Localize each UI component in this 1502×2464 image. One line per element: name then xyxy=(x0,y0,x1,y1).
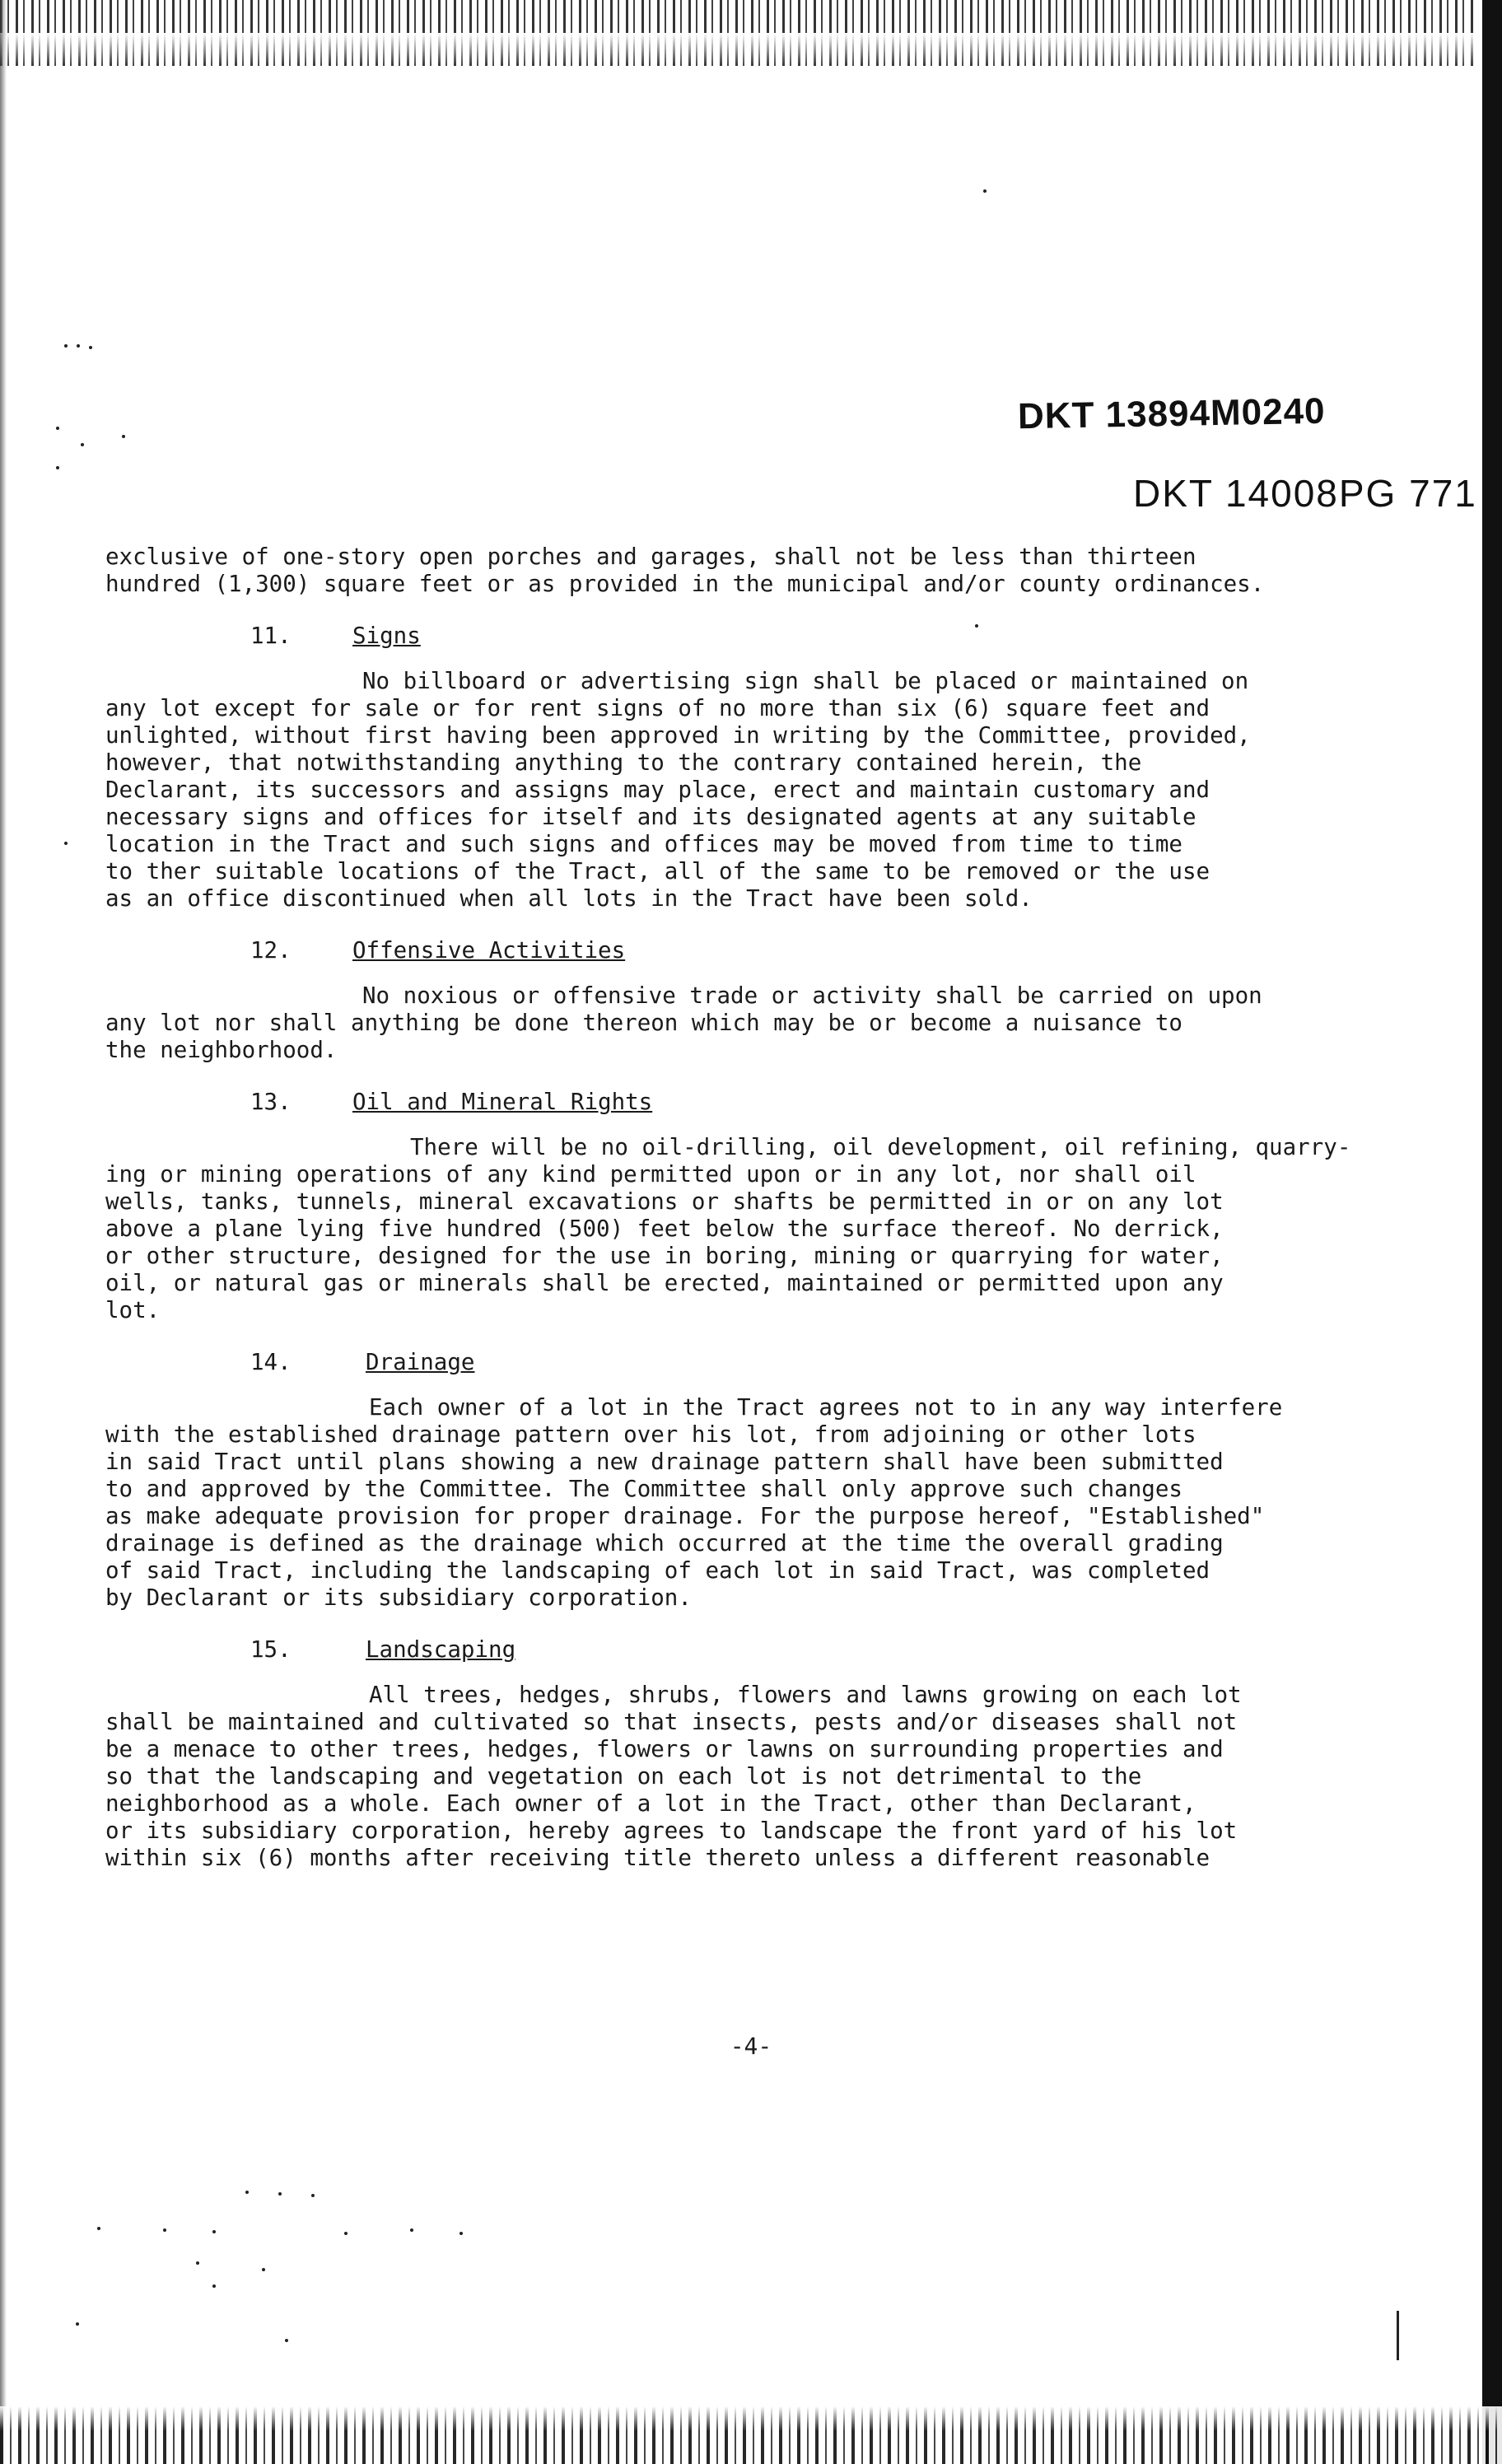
section-13 xyxy=(105,1089,1390,1324)
section-heading xyxy=(105,1349,1390,1376)
section-title: Signs xyxy=(352,623,421,649)
scan-border-bottom xyxy=(0,2406,1502,2464)
section-body: No noxious or offensive trade or activity shall be carried on upon any lot nor shall anything be done thereon which may be or become a nuisance to the neighborhood. xyxy=(105,982,1262,1063)
section-14 xyxy=(105,1349,1390,1612)
section-heading xyxy=(105,1636,1390,1664)
section-body: All trees, hedges, shrubs, flowers and lawns growing on each lot shall be maintained and cultivated so that insects, pests and/or diseases shall not be a menace to other trees, hedges, flowers or lawns on surrounding properties and so that the landscaping and vegetation on each lot is not detrimental to the neighborhood as a whole. Each owner of a lot in the Tract, other than Declarant, or its subsidiary corporation, hereby agrees to landscape the front yard of his lot within six (6) months after receiving title thereto unless a different reasonable xyxy=(105,1682,1242,1871)
section-title: Oil and Mineral Rights xyxy=(352,1089,653,1115)
scan-border-top xyxy=(0,0,1502,66)
section-12 xyxy=(105,937,1390,1064)
section-heading xyxy=(105,623,1390,650)
scan-border-right xyxy=(1474,0,1502,2464)
section-body: No billboard or advertising sign shall be placed or maintained on any lot except for sale or for rent signs of no more than six (6) square feet and unlighted, without first having been approved in writing by the Committee, provided, however, that notwithstanding anything to the contrary contained herein, the Declarant, its successors and assigns may place, erect and maintain customary and necessary signs and offices for itself and its designated agents at any suitable location in the Tract and such signs and offices may be moved from time to time to ther suitable locations of the Tract, all of the same to be removed or the use as an office discontinued when all lots in the Tract have been sold. xyxy=(105,668,1251,912)
section-11 xyxy=(105,623,1390,912)
section-title: Drainage xyxy=(366,1349,475,1375)
docket-stamp-2: DKT 14008PG 771 xyxy=(1133,472,1477,515)
section-body: Each owner of a lot in the Tract agrees not to in any way interfere with the established drainage pattern over his lot, from adjoining or other lots in said Tract until plans showing a new drainage pattern shall have been submitted to and approved by the Committee. The Committee shall only approve such changes as make adequate provision for proper drainage. For the purpose hereof, "Established" drainage is defined as the drainage which occurred at the time the overall grading of said Tract, including the landscaping of each lot in said Tract, was completed by Declarant or its subsidiary corporation. xyxy=(105,1394,1283,1611)
section-number: 11. xyxy=(250,623,292,649)
section-heading xyxy=(105,1089,1390,1116)
section-number: 14. xyxy=(250,1349,292,1375)
page-number: -4- xyxy=(730,2032,772,2060)
section-title: Landscaping xyxy=(366,1636,516,1663)
document-body xyxy=(105,544,1390,1872)
section-title: Offensive Activities xyxy=(352,937,626,964)
docket-stamp-1: DKT 13894M0240 xyxy=(1017,390,1326,437)
section-heading xyxy=(105,937,1390,964)
section-number: 15. xyxy=(250,1636,292,1663)
section-number: 12. xyxy=(250,937,292,964)
scan-border-left xyxy=(0,0,7,2464)
section-body: There will be no oil-drilling, oil development, oil refining, quarry- ing or mining operations of any kind permitted upon or in any lot, nor shall oil wells, tanks, tunnels, mineral excavations or shafts be permitted in or on any lot above a plane lying five hundred (500) feet below the surface thereof. No derrick, or other structure, designed for the use in boring, mining or quarrying for water, oil, or natural gas or minerals shall be erected, maintained or permitted upon any lot. xyxy=(105,1134,1351,1323)
intro-paragraph: exclusive of one-story open porches and garages, shall not be less than thirteen hundred (1,300) square feet or as provided in the municipal and/or county ordinances. xyxy=(105,544,1265,597)
section-15 xyxy=(105,1636,1390,1872)
section-number: 13. xyxy=(250,1089,292,1115)
